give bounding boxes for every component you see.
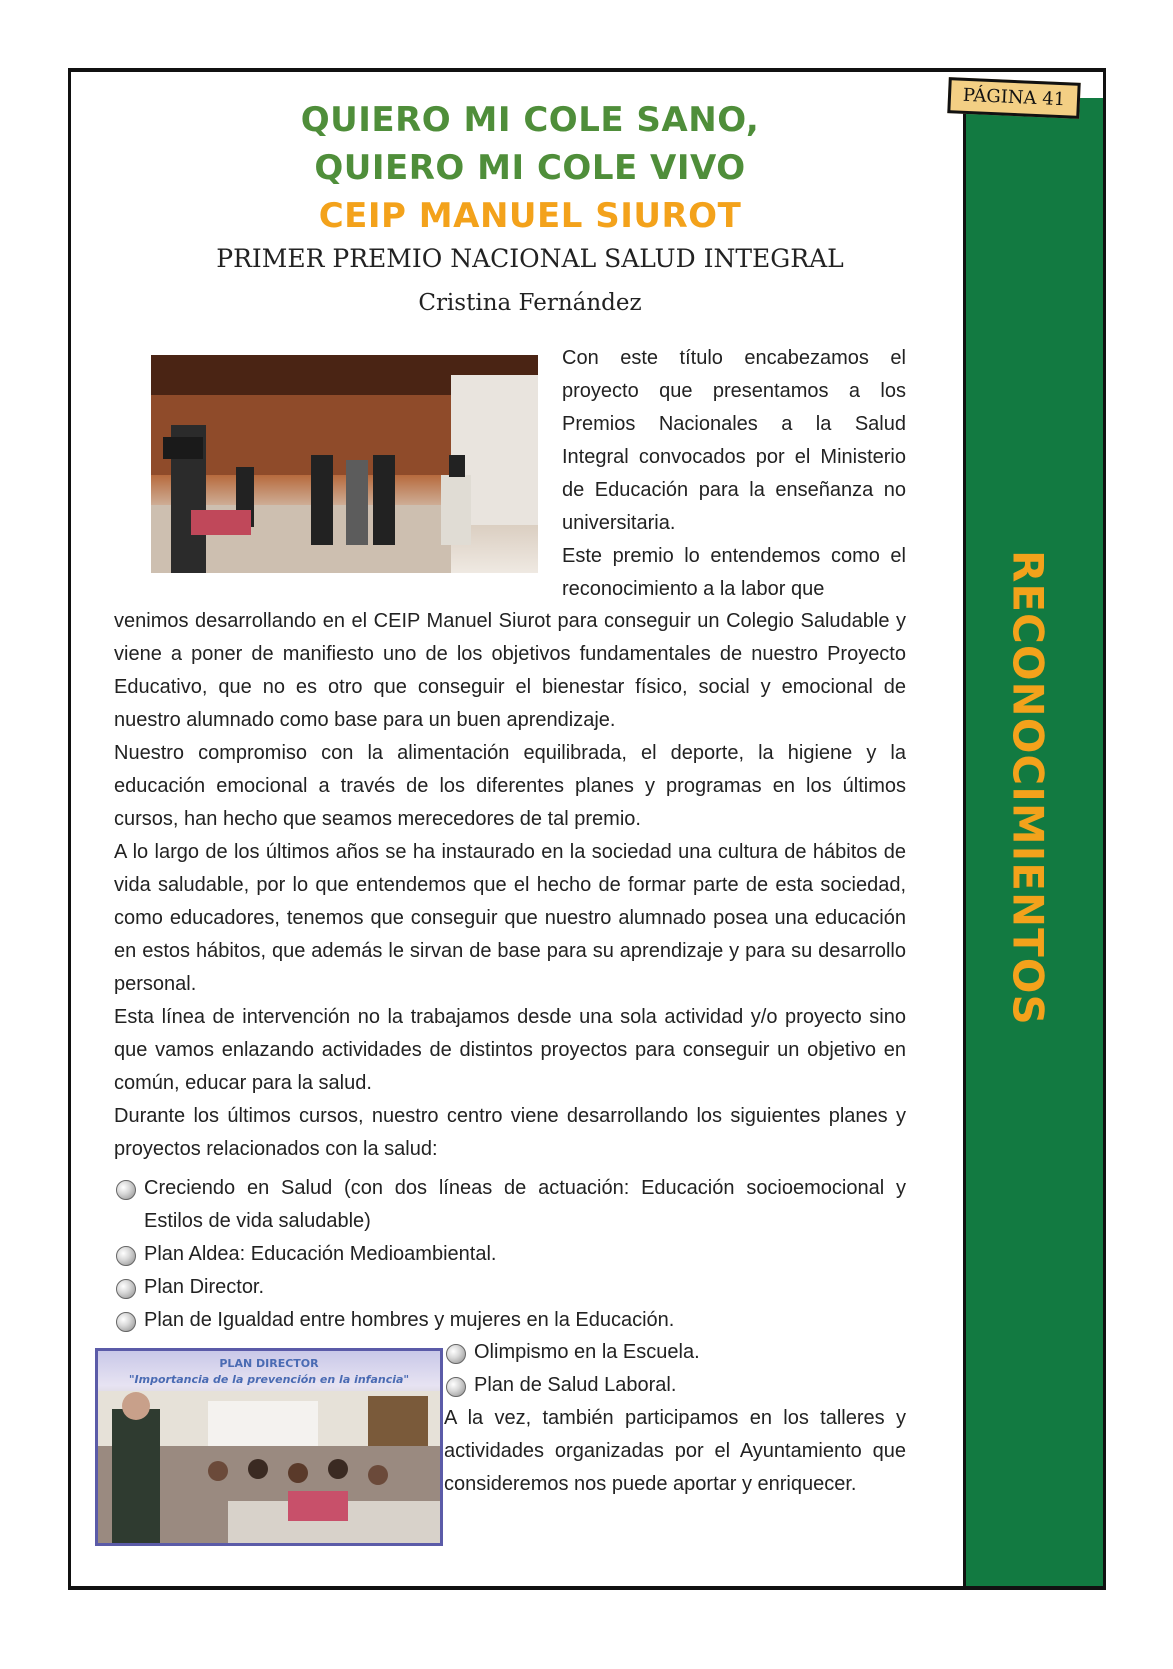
list-item-text: Plan Director. [144, 1276, 265, 1298]
bullet-icon [446, 1377, 466, 1397]
paragraph-intervention: Esta línea de intervención no la trabajamos desde una sola actividad y/o proyecto sino que vamos enlazando actividades de distintos proyectos para conseguir un objetivo en común, educar para la salud. [114, 1006, 906, 1094]
list-item-text: Olimpismo en la Escuela. [474, 1341, 700, 1363]
page-number-tag: PÁGINA 41 [947, 77, 1080, 119]
award-ceremony-photo [151, 355, 538, 573]
title-line-1: QUIERO MI COLE SANO, [300, 100, 760, 140]
school-name: CEIP MANUEL SIUROT [318, 196, 742, 236]
plan-director-photo [95, 1348, 443, 1546]
bullet-icon [116, 1279, 136, 1299]
section-label: RECONOCIMIENTOS [1003, 550, 1053, 1026]
plans-list-continued [444, 1336, 906, 1402]
plans-list [114, 1172, 906, 1337]
photo-caption-title: PLAN DIRECTOR [219, 1357, 319, 1370]
list-item [114, 1172, 906, 1238]
list-item-text: Plan de Igualdad entre hombres y mujeres en la Educación. [144, 1309, 675, 1331]
bullet-icon [446, 1344, 466, 1364]
list-item-text: Creciendo en Salud (con dos líneas de actuación: Educación socioemocional y Estilos de vida saludable) [144, 1177, 906, 1232]
paragraph-award-start: Este premio lo entendemos como el reconocimiento a la labor que [562, 545, 906, 600]
paragraph-commitment: Nuestro compromiso con la alimentación equilibrada, el deporte, la higiene y la educación emocional a través de los diferentes planes y programas en los últimos cursos, han hecho que seamos merecedores de tal premio. [114, 742, 906, 830]
bullet-icon [116, 1180, 136, 1200]
award-ceremony-illustration [151, 355, 538, 573]
paragraph-workshops: A la vez, también participamos en los talleres y actividades organizadas por el Ayuntamiento que consideremos nos puede aportar y enriquecer. [444, 1407, 906, 1495]
paragraph-plans-intro: Durante los últimos cursos, nuestro centro viene desarrollando los siguientes planes y proyectos relacionados con la salud: [114, 1105, 906, 1160]
list-item [114, 1238, 906, 1271]
photo-caption-subtitle: "Importancia de la prevención en la infancia" [128, 1373, 410, 1386]
paragraph-culture: A lo largo de los últimos años se ha instaurado en la sociedad una cultura de hábitos de vida saludable, por lo que entendemos que el hecho de formar parte de esta sociedad, como educadores, tenemos que conseguir que nuestro alumnado posea una educación en estos hábitos, que además le sirvan de base para su aprendizaje y para su desarrollo personal. [114, 841, 906, 995]
list-item [114, 1271, 906, 1304]
title-line-2: QUIERO MI COLE VIVO [314, 148, 746, 188]
bullet-icon [116, 1312, 136, 1332]
list-item [444, 1336, 906, 1369]
paragraph-intro: Con este título encabezamos el proyecto que presentamos a los Premios Nacionales a la Salud Integral convocados por el Ministerio de Educación para la enseñanza no universitaria. [562, 347, 906, 534]
section-label-container [998, 528, 1058, 1048]
list-item-text: Plan Aldea: Educación Medioambiental. [144, 1243, 497, 1265]
author-name: Cristina Fernández [418, 290, 642, 316]
bullet-icon [116, 1246, 136, 1266]
paragraph-award-rest: venimos desarrollando en el CEIP Manuel Siurot para conseguir un Colegio Saludable y viene a poner de manifiesto uno de los objetivos fundamentales de nuestro Proyecto Educativo, que no es otro que conseguir el bienestar físico, social y emocional de nuestro alumnado como base para un buen aprendizaje. [114, 610, 906, 731]
list-item [444, 1369, 906, 1402]
list-item [114, 1304, 906, 1337]
list-item-text: Plan de Salud Laboral. [474, 1374, 677, 1396]
award-subtitle: PRIMER PREMIO NACIONAL SALUD INTEGRAL [216, 244, 844, 273]
